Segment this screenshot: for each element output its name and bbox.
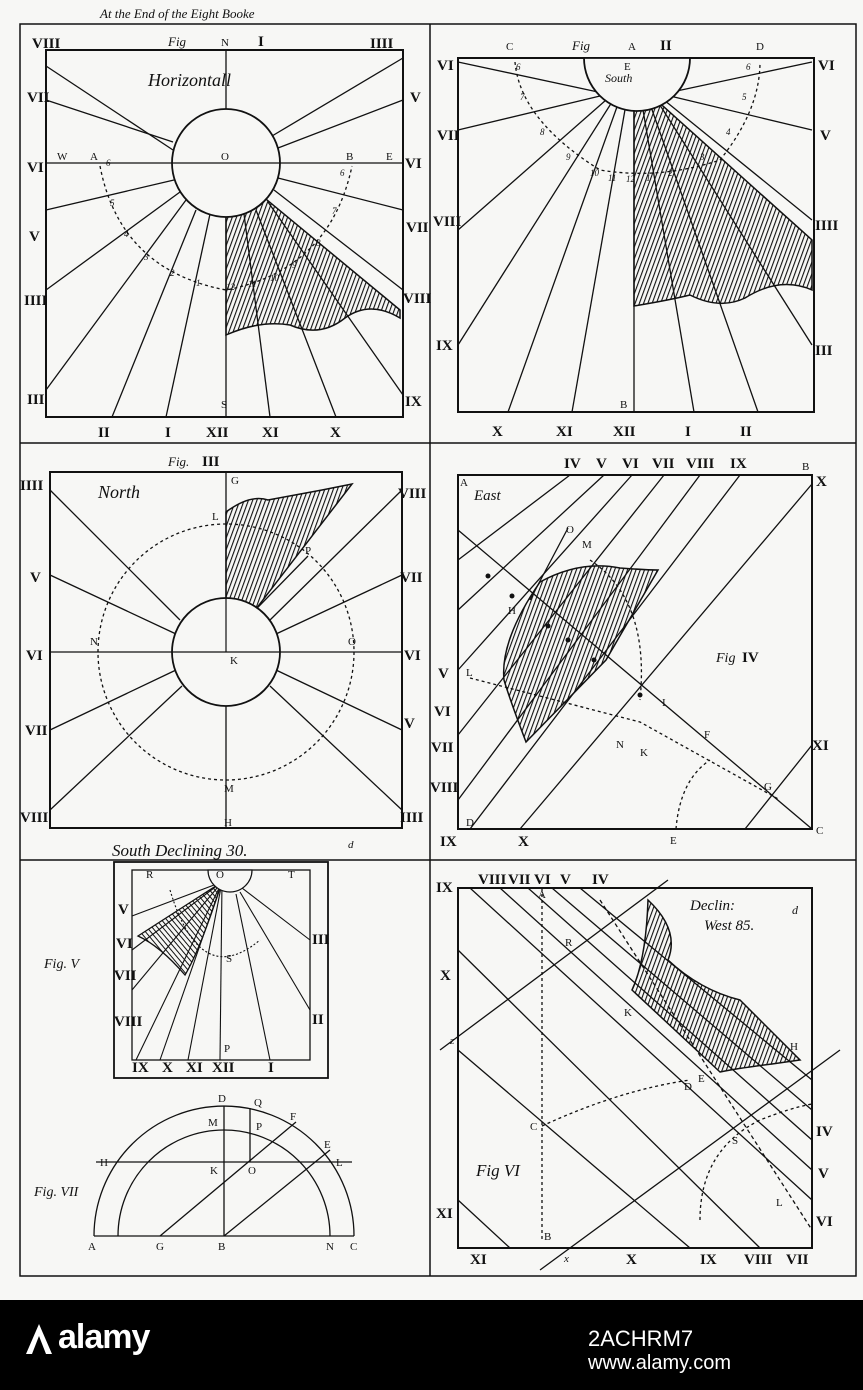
fig3-hour: V xyxy=(30,570,41,586)
fig6-hour: IX xyxy=(436,880,453,896)
fig4-hour: VI xyxy=(622,456,639,472)
fig6-letter-d: D xyxy=(684,1081,692,1093)
fig1-bottom-hours xyxy=(98,425,341,441)
fig1-hour: I xyxy=(165,425,171,441)
fig6-title-line2: West 85. xyxy=(704,918,755,934)
fig1-fig-label: Fig xyxy=(168,34,187,49)
fig3-letter-o: O xyxy=(348,636,356,648)
fig2-arc-number: 4 xyxy=(726,127,731,137)
fig6-letter-c: C xyxy=(530,1121,538,1133)
fig5-hour: V xyxy=(118,902,129,918)
fig5-hour: IX xyxy=(132,1060,149,1076)
plate-header: At the End of the Eight Booke xyxy=(100,6,255,21)
fig2-hour: VIII xyxy=(433,214,462,230)
fig2-arc-number: 11 xyxy=(608,173,617,183)
fig6-letter-b: B xyxy=(544,1231,552,1243)
fig6-hour: IV xyxy=(592,872,609,888)
fig7-letter-a: A xyxy=(88,1241,96,1253)
fig3-title: North xyxy=(98,482,141,502)
fig3-letter-n: N xyxy=(90,636,98,648)
fig4-hour: X xyxy=(816,474,827,490)
fig4-hour: VI xyxy=(434,704,451,720)
fig4-letter-h: H xyxy=(508,605,516,617)
fig1-arc-number: 8 xyxy=(316,238,321,248)
fig4-letter-m: M xyxy=(582,539,592,551)
fig3-hour: VI xyxy=(26,648,43,664)
fig2-title: South xyxy=(605,71,633,85)
fig5-bottom-hours xyxy=(132,1060,274,1076)
fig4-letter-e: E xyxy=(670,835,677,847)
fig1-arc-number: 9 xyxy=(292,260,297,270)
fig1-arc-number: 3 xyxy=(144,252,149,262)
fig1-letter-o: O xyxy=(221,151,229,163)
fig4-hour: VII xyxy=(652,456,675,472)
fig5-fig-label: Fig. V xyxy=(44,957,79,972)
fig1-hour: VII xyxy=(406,220,429,236)
fig3-hour: VII xyxy=(25,723,48,739)
fig6-letter-k: K xyxy=(624,1007,632,1019)
fig7-letter-h: H xyxy=(100,1157,108,1169)
fig1-hour: VI xyxy=(405,156,422,172)
fig5-left-hours xyxy=(114,902,143,1030)
fig1-hour: III xyxy=(27,392,45,408)
fig5-title: South Declining 30. xyxy=(112,841,248,860)
fig6-hour: V xyxy=(560,872,571,888)
alamy-logo-icon xyxy=(24,1322,54,1356)
fig5-hour: XI xyxy=(186,1060,203,1076)
fig1-letter-a: A xyxy=(90,151,98,163)
fig1-horizontal-dial xyxy=(24,34,432,441)
fig3-north-dial xyxy=(20,454,427,829)
fig4-bottom-hours xyxy=(440,834,529,850)
fig3-letter-m: M xyxy=(224,783,234,795)
fig2-arc-number: 2 xyxy=(668,168,673,178)
fig4-letter-b: B xyxy=(802,461,810,473)
fig4-right-hours xyxy=(812,474,829,754)
fig7-letter-g: G xyxy=(156,1241,164,1253)
fig6-left-hours xyxy=(436,880,453,1222)
fig5-hour: XII xyxy=(212,1060,235,1076)
fig4-letter-d: D xyxy=(466,817,474,829)
fig4-hour: XI xyxy=(812,738,829,754)
fig3-hour: IIII xyxy=(400,810,424,826)
fig7-letter-m: M xyxy=(208,1117,218,1129)
fig5-hour: X xyxy=(162,1060,173,1076)
fig4-east-dial xyxy=(430,456,829,850)
fig2-arc-number: 6 xyxy=(746,62,751,72)
fig5-hour: III xyxy=(312,932,330,948)
fig7-letter-b: B xyxy=(218,1241,226,1253)
fig2-arc-number: 8 xyxy=(540,127,545,137)
fig1-hour: IIII xyxy=(24,293,48,309)
fig4-letter-f: F xyxy=(704,729,711,741)
fig6-hour: XI xyxy=(436,1206,453,1222)
fig1-arc-number: 7 xyxy=(332,206,337,216)
fig3-hour: V xyxy=(404,716,415,732)
fig2-hour: IIII xyxy=(815,218,839,234)
fig5-letter-o: O xyxy=(216,869,224,881)
fig4-hour: X xyxy=(518,834,529,850)
fig5-letter-p: P xyxy=(224,1043,231,1055)
fig4-title: East xyxy=(474,488,501,504)
fig6-hour: X xyxy=(626,1252,637,1268)
fig1-arc-number: 2 xyxy=(170,268,175,278)
fig6-top-hours xyxy=(478,872,609,888)
fig6-hour: VII xyxy=(786,1252,809,1268)
fig4-letter-c: C xyxy=(816,825,824,837)
fig2-arc-number: 3 xyxy=(700,152,705,162)
fig3-letter-l: L xyxy=(212,511,219,523)
fig2-bottom-hours xyxy=(492,424,752,440)
fig6-declining-west-dial xyxy=(436,872,840,1270)
fig3-letter-h: H xyxy=(224,817,232,829)
fig1-hour: XI xyxy=(262,425,279,441)
fig4-fig-number: IV xyxy=(742,650,759,666)
fig1-arc-number: 5 xyxy=(110,198,115,208)
fig1-hour: V xyxy=(29,229,40,245)
fig1-arc-number: 11 xyxy=(248,279,257,289)
fig5-letter-r: R xyxy=(146,869,154,881)
fig6-letter-e: E xyxy=(698,1073,705,1085)
fig1-hour: II xyxy=(98,425,110,441)
fig6-hour: VII xyxy=(508,872,531,888)
fig5-degree: d xyxy=(348,839,354,851)
fig2-letter-c: C xyxy=(506,41,514,53)
fig6-hour: IV xyxy=(816,1124,833,1140)
fig2-arc-number: 6 xyxy=(516,62,521,72)
fig3-hour: VII xyxy=(400,570,423,586)
fig3-fig-number: III xyxy=(202,454,220,470)
fig1-arc-number: 1 xyxy=(196,278,201,288)
fig6-letter-h: H xyxy=(790,1041,798,1053)
fig5-letter-s: S xyxy=(226,953,233,965)
fig2-gnomon-shadow xyxy=(634,80,812,306)
fig2-hour: II xyxy=(740,424,752,440)
fig1-letter-s: S xyxy=(221,399,228,411)
fig5-shadow xyxy=(138,882,222,975)
fig6-hour: VI xyxy=(534,872,551,888)
fig2-arc-number: 10 xyxy=(590,168,599,178)
alamy-logo xyxy=(24,1318,149,1357)
fig1-hour: IIII xyxy=(370,36,394,52)
fig6-letter-r: R xyxy=(565,937,573,949)
fig4-letter-n: N xyxy=(616,739,624,751)
fig4-letter-i: I xyxy=(662,697,666,709)
fig4-letter-a: A xyxy=(460,477,468,489)
fig4-hour: V xyxy=(596,456,607,472)
fig5-right-hours xyxy=(312,932,330,1028)
fig7-letter-k: K xyxy=(210,1165,218,1177)
fig3-letter-p: P xyxy=(305,545,312,557)
fig2-arc-number: 1 xyxy=(646,173,651,183)
fig2-letter-d: D xyxy=(756,41,764,53)
fig2-hour: XI xyxy=(556,424,573,440)
fig2-letter-a: A xyxy=(628,41,636,53)
fig3-hour: IIII xyxy=(20,478,44,494)
fig7-letter-e: E xyxy=(324,1139,331,1151)
fig4-letter-l: L xyxy=(466,667,473,679)
alamy-logo-text: alamy xyxy=(58,1318,150,1356)
fig1-hour: VI xyxy=(27,160,44,176)
fig2-hour: VI xyxy=(437,58,454,74)
fig2-hour: IX xyxy=(436,338,453,354)
fig4-hour: IX xyxy=(730,456,747,472)
fig4-hour: VIII xyxy=(430,780,459,796)
fig6-letter-s: S xyxy=(732,1135,739,1147)
fig6-letter-l: L xyxy=(776,1197,783,1209)
fig1-hour: IX xyxy=(405,394,422,410)
fig6-hour: VIII xyxy=(744,1252,773,1268)
fig2-arc-number: 5 xyxy=(742,92,747,102)
fig5-hour: II xyxy=(312,1012,324,1028)
fig2-fig-label: Fig xyxy=(572,38,591,53)
fig7-letter-o: O xyxy=(248,1165,256,1177)
fig4-fig-label: Fig xyxy=(716,651,736,666)
fig4-letter-k: K xyxy=(640,747,648,759)
fig2-right-hours xyxy=(815,58,839,359)
fig1-right-hours xyxy=(370,36,432,410)
fig1-hour: VII xyxy=(27,90,50,106)
fig6-title-line1: Declin: xyxy=(690,898,735,914)
fig4-hour: IV xyxy=(564,456,581,472)
fig1-hour: V xyxy=(410,90,421,106)
fig1-hour: XII xyxy=(206,425,229,441)
fig2-letter-e: E xyxy=(624,61,631,73)
fig1-title: Horizontall xyxy=(148,70,232,90)
fig4-letter-o: O xyxy=(566,524,574,536)
fig1-arc-number: 6 xyxy=(106,158,111,168)
fig2-letter-b: B xyxy=(620,399,628,411)
fig1-fig-number: I xyxy=(258,34,264,50)
fig2-hour: I xyxy=(685,424,691,440)
watermark-banner xyxy=(0,1300,863,1390)
fig3-fig-label: Fig. xyxy=(168,454,190,469)
fig3-hour: VI xyxy=(404,648,421,664)
fig5-letter-t: T xyxy=(288,869,295,881)
fig1-letter-b: B xyxy=(346,151,354,163)
fig7-fig-label: Fig. VII xyxy=(34,1185,79,1200)
fig5-hour: VI xyxy=(116,936,133,952)
fig1-hour: X xyxy=(330,425,341,441)
fig3-letter-k: K xyxy=(230,655,238,667)
fig5-hour: VIII xyxy=(114,1014,143,1030)
fig3-left-hours xyxy=(20,478,49,826)
fig7-semicircle xyxy=(33,1093,357,1253)
fig5-hour: I xyxy=(268,1060,274,1076)
fig4-hour: VIII xyxy=(686,456,715,472)
fig2-hour: V xyxy=(820,128,831,144)
fig6-hour: X xyxy=(440,968,451,984)
fig4-hour: VII xyxy=(431,740,454,756)
fig7-letter-q: Q xyxy=(254,1097,262,1109)
fig6-letter-a: A xyxy=(538,889,546,901)
fig7-letter-f: F xyxy=(290,1111,297,1123)
fig4-letter-g: G xyxy=(764,781,772,793)
fig4-hour: IX xyxy=(440,834,457,850)
fig1-letter-n: N xyxy=(221,37,229,49)
fig3-letter-g: G xyxy=(231,475,239,487)
fig6-hour: VI xyxy=(816,1214,833,1230)
fig7-letter-c: C xyxy=(350,1241,358,1253)
fig6-hour: XI xyxy=(470,1252,487,1268)
fig6-letter-z: z xyxy=(450,1035,455,1047)
fig4-hour: V xyxy=(438,666,449,682)
fig6-hour: IX xyxy=(700,1252,717,1268)
fig2-arc-number: 7 xyxy=(520,92,525,102)
site-url: www.alamy.com xyxy=(588,1352,731,1374)
fig2-fig-number: II xyxy=(660,38,672,54)
fig2-south-dial xyxy=(433,38,839,440)
fig4-top-hours xyxy=(564,456,747,472)
fig6-bottom-hours xyxy=(470,1252,809,1268)
image-id: 2ACHRM7 xyxy=(588,1326,694,1351)
fig7-letter-l: L xyxy=(336,1157,343,1169)
fig1-letter-e: E xyxy=(386,151,393,163)
fig6-letter-x: x xyxy=(564,1253,569,1265)
fig1-arc-number: 12 xyxy=(226,282,235,292)
fig5-declining-dial xyxy=(43,839,354,1078)
fig1-left-hours xyxy=(24,36,61,408)
fig7-letter-d: D xyxy=(218,1093,226,1105)
fig3-hour: VIII xyxy=(20,810,49,826)
fig7-letter-p: P xyxy=(256,1121,263,1133)
fig1-hour: VIII xyxy=(32,36,61,52)
fig1-arc-number: 6 xyxy=(340,168,345,178)
fig6-hour: VIII xyxy=(478,872,507,888)
fig1-arc-number: 4 xyxy=(124,229,129,239)
fig3-hour: VIII xyxy=(398,486,427,502)
fig6-fig-label: Fig VI xyxy=(476,1161,520,1180)
fig2-hour: XII xyxy=(613,424,636,440)
fig6-degree: d xyxy=(792,903,798,917)
fig2-hour: VI xyxy=(818,58,835,74)
fig1-letter-w: W xyxy=(57,151,68,163)
fig5-hour: VII xyxy=(114,968,137,984)
fig2-hour: III xyxy=(815,343,833,359)
fig1-arc-number: 10 xyxy=(270,273,279,283)
fig6-hour: V xyxy=(818,1166,829,1182)
fig2-arc-number: 12 xyxy=(626,174,635,184)
fig1-hour: VIII xyxy=(403,291,432,307)
fig2-arc-number: 9 xyxy=(566,152,571,162)
fig4-left-hours xyxy=(430,666,459,796)
fig2-hour: VII xyxy=(437,128,460,144)
fig2-hour: X xyxy=(492,424,503,440)
fig6-right-hours xyxy=(816,1124,833,1230)
fig7-letter-n: N xyxy=(326,1241,334,1253)
